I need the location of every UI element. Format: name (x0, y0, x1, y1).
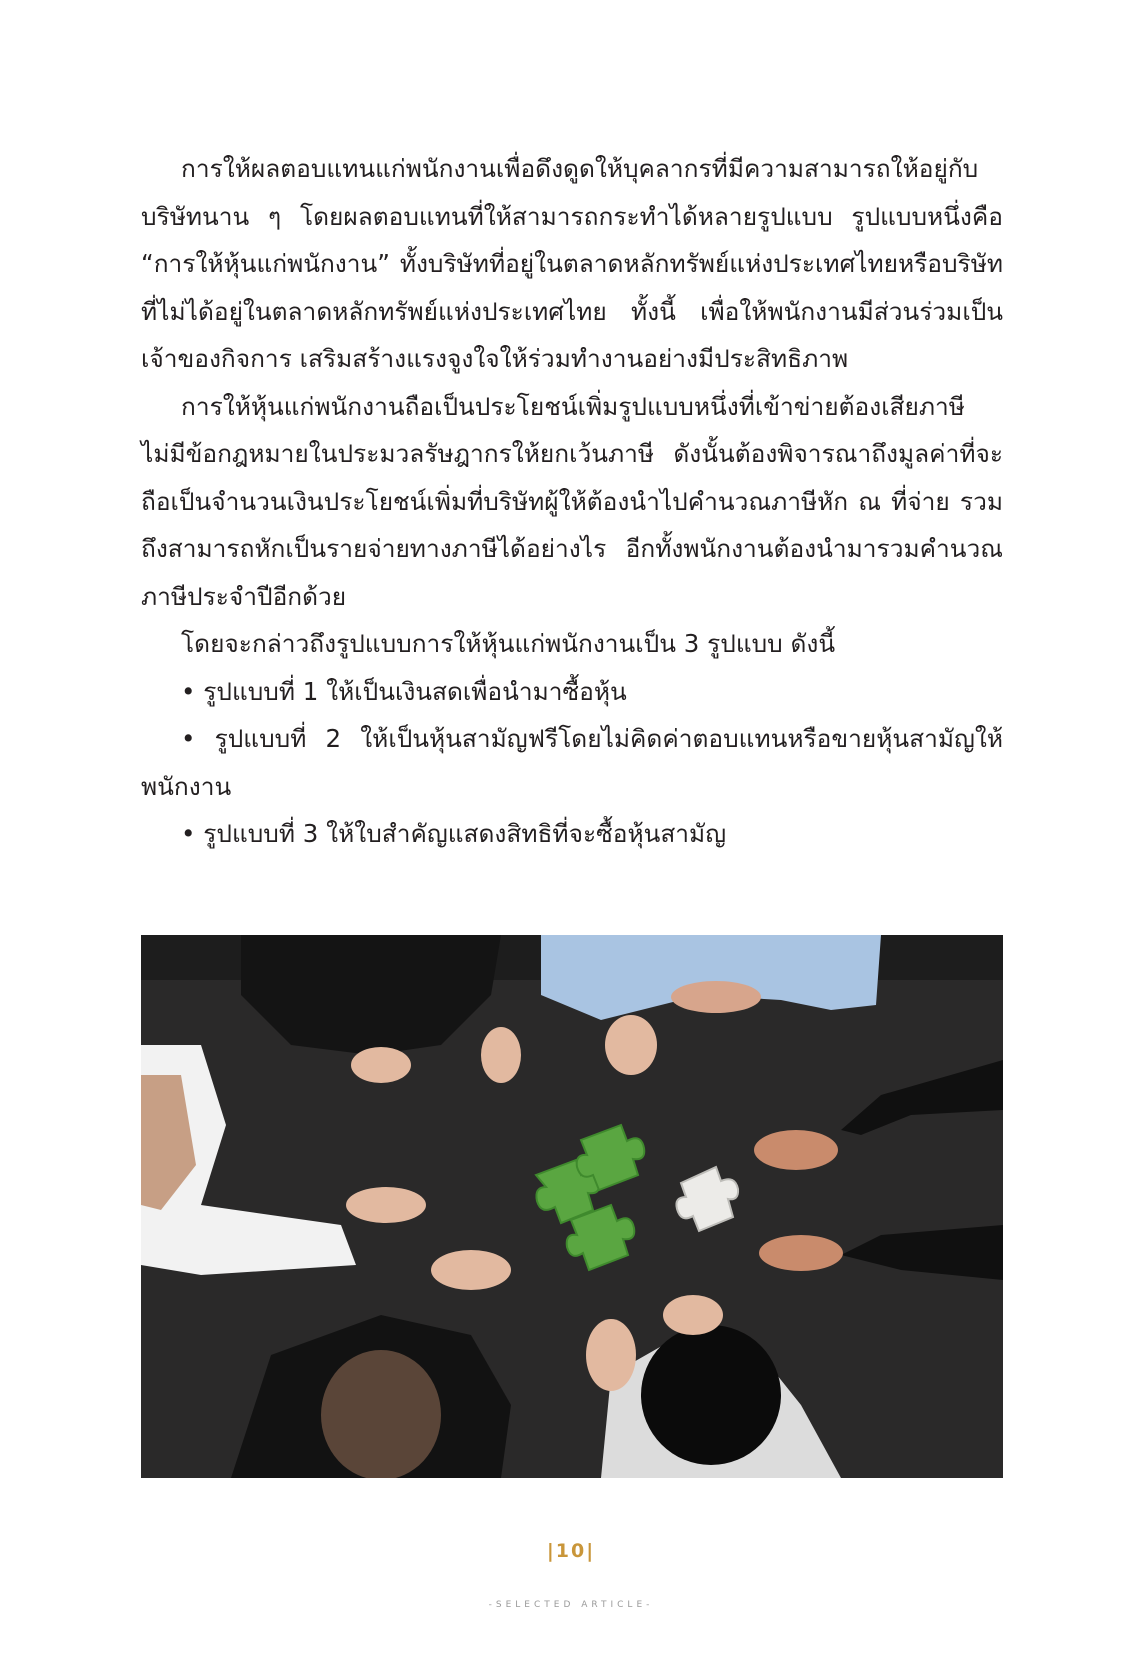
bullet-item: • รูปแบบที่ 3 ให้ใบสำคัญแสดงสิทธิที่จะซื้อหุ้นสามัญ (181, 819, 727, 848)
hand (754, 1130, 838, 1170)
person-bottom-left-hair (321, 1350, 441, 1478)
article-paragraph: การให้ผลตอบแทนแก่พนักงานเพื่อดึงดูดให้บุคลากรที่มีความสามารถให้อยู่กับบริษัทนาน ๆ โดยผลตอบแทนที่ให้สามารถกระทำได้หลายรูปแบบ รูปแบบหนึ่งคือ “การให้หุ้นแก่พนักงาน” ทั้งบริษัทที่อยู่ในตลาดหลักทรัพย์แห่งประเทศไทยหรือบริษัทที่ไม่ได้อยู่ในตลาดหลักทรัพย์แห่งประเทศไทย ทั้งนี้ เพื่อให้พนักงานมีส่วนร่วมเป็นเจ้าของกิจการ เสริมสร้างแรงจูงใจให้ร่วมทำงานอย่างมีประสิทธิภาพ (141, 154, 1003, 373)
hand (481, 1027, 521, 1083)
page-number-value: 10 (555, 1540, 587, 1562)
hand (759, 1235, 843, 1271)
hand (351, 1047, 411, 1083)
hand (346, 1187, 426, 1223)
hand (671, 981, 761, 1013)
bullet-item: • รูปแบบที่ 1 ให้เป็นเงินสดเพื่อนำมาซื้อหุ้น (181, 676, 627, 706)
photo-illustration (141, 935, 1003, 1478)
section-label: -SELECTED ARTICLE- (488, 1600, 654, 1610)
page-number (0, 1540, 1142, 1562)
divider: | (586, 1540, 596, 1562)
article-paragraph: การให้หุ้นแก่พนักงานถือเป็นประโยชน์เพิ่มรูปแบบหนึ่งที่เข้าข่ายต้องเสียภาษี ไม่มีข้อกฎหมายในประมวลรัษฎากรให้ยกเว้นภาษี ดังนั้นต้องพิจารณาถึงมูลค่าที่จะถือเป็นจำนวนเงินประโยชน์เพิ่มที่บริษัทผู้ให้ต้องนำไปคำนวณภาษีหัก ณ ที่จ่าย รวมถึงสามารถหักเป็นรายจ่ายทางภาษีได้อย่างไร อีกทั้งพนักงานต้องนำมารวมคำนวณภาษีประจำปีอีกด้วย (141, 391, 1003, 611)
article-body (141, 145, 1003, 858)
person-bottom-right-hair (641, 1325, 781, 1465)
hand (586, 1319, 636, 1391)
hand (431, 1250, 511, 1290)
teamwork-puzzle-photo (141, 935, 1003, 1478)
hand (605, 1015, 657, 1075)
divider: | (546, 1540, 556, 1562)
article-paragraph: โดยจะกล่าวถึงรูปแบบการให้หุ้นแก่พนักงานเป็น 3 รูปแบบ ดังนี้ (181, 629, 836, 658)
bullet-item: • รูปแบบที่ 2 ให้เป็นหุ้นสามัญฟรีโดยไม่คิดค่าตอบแทนหรือขายหุ้นสามัญให้พนักงาน (141, 724, 1003, 801)
hand (663, 1295, 723, 1335)
